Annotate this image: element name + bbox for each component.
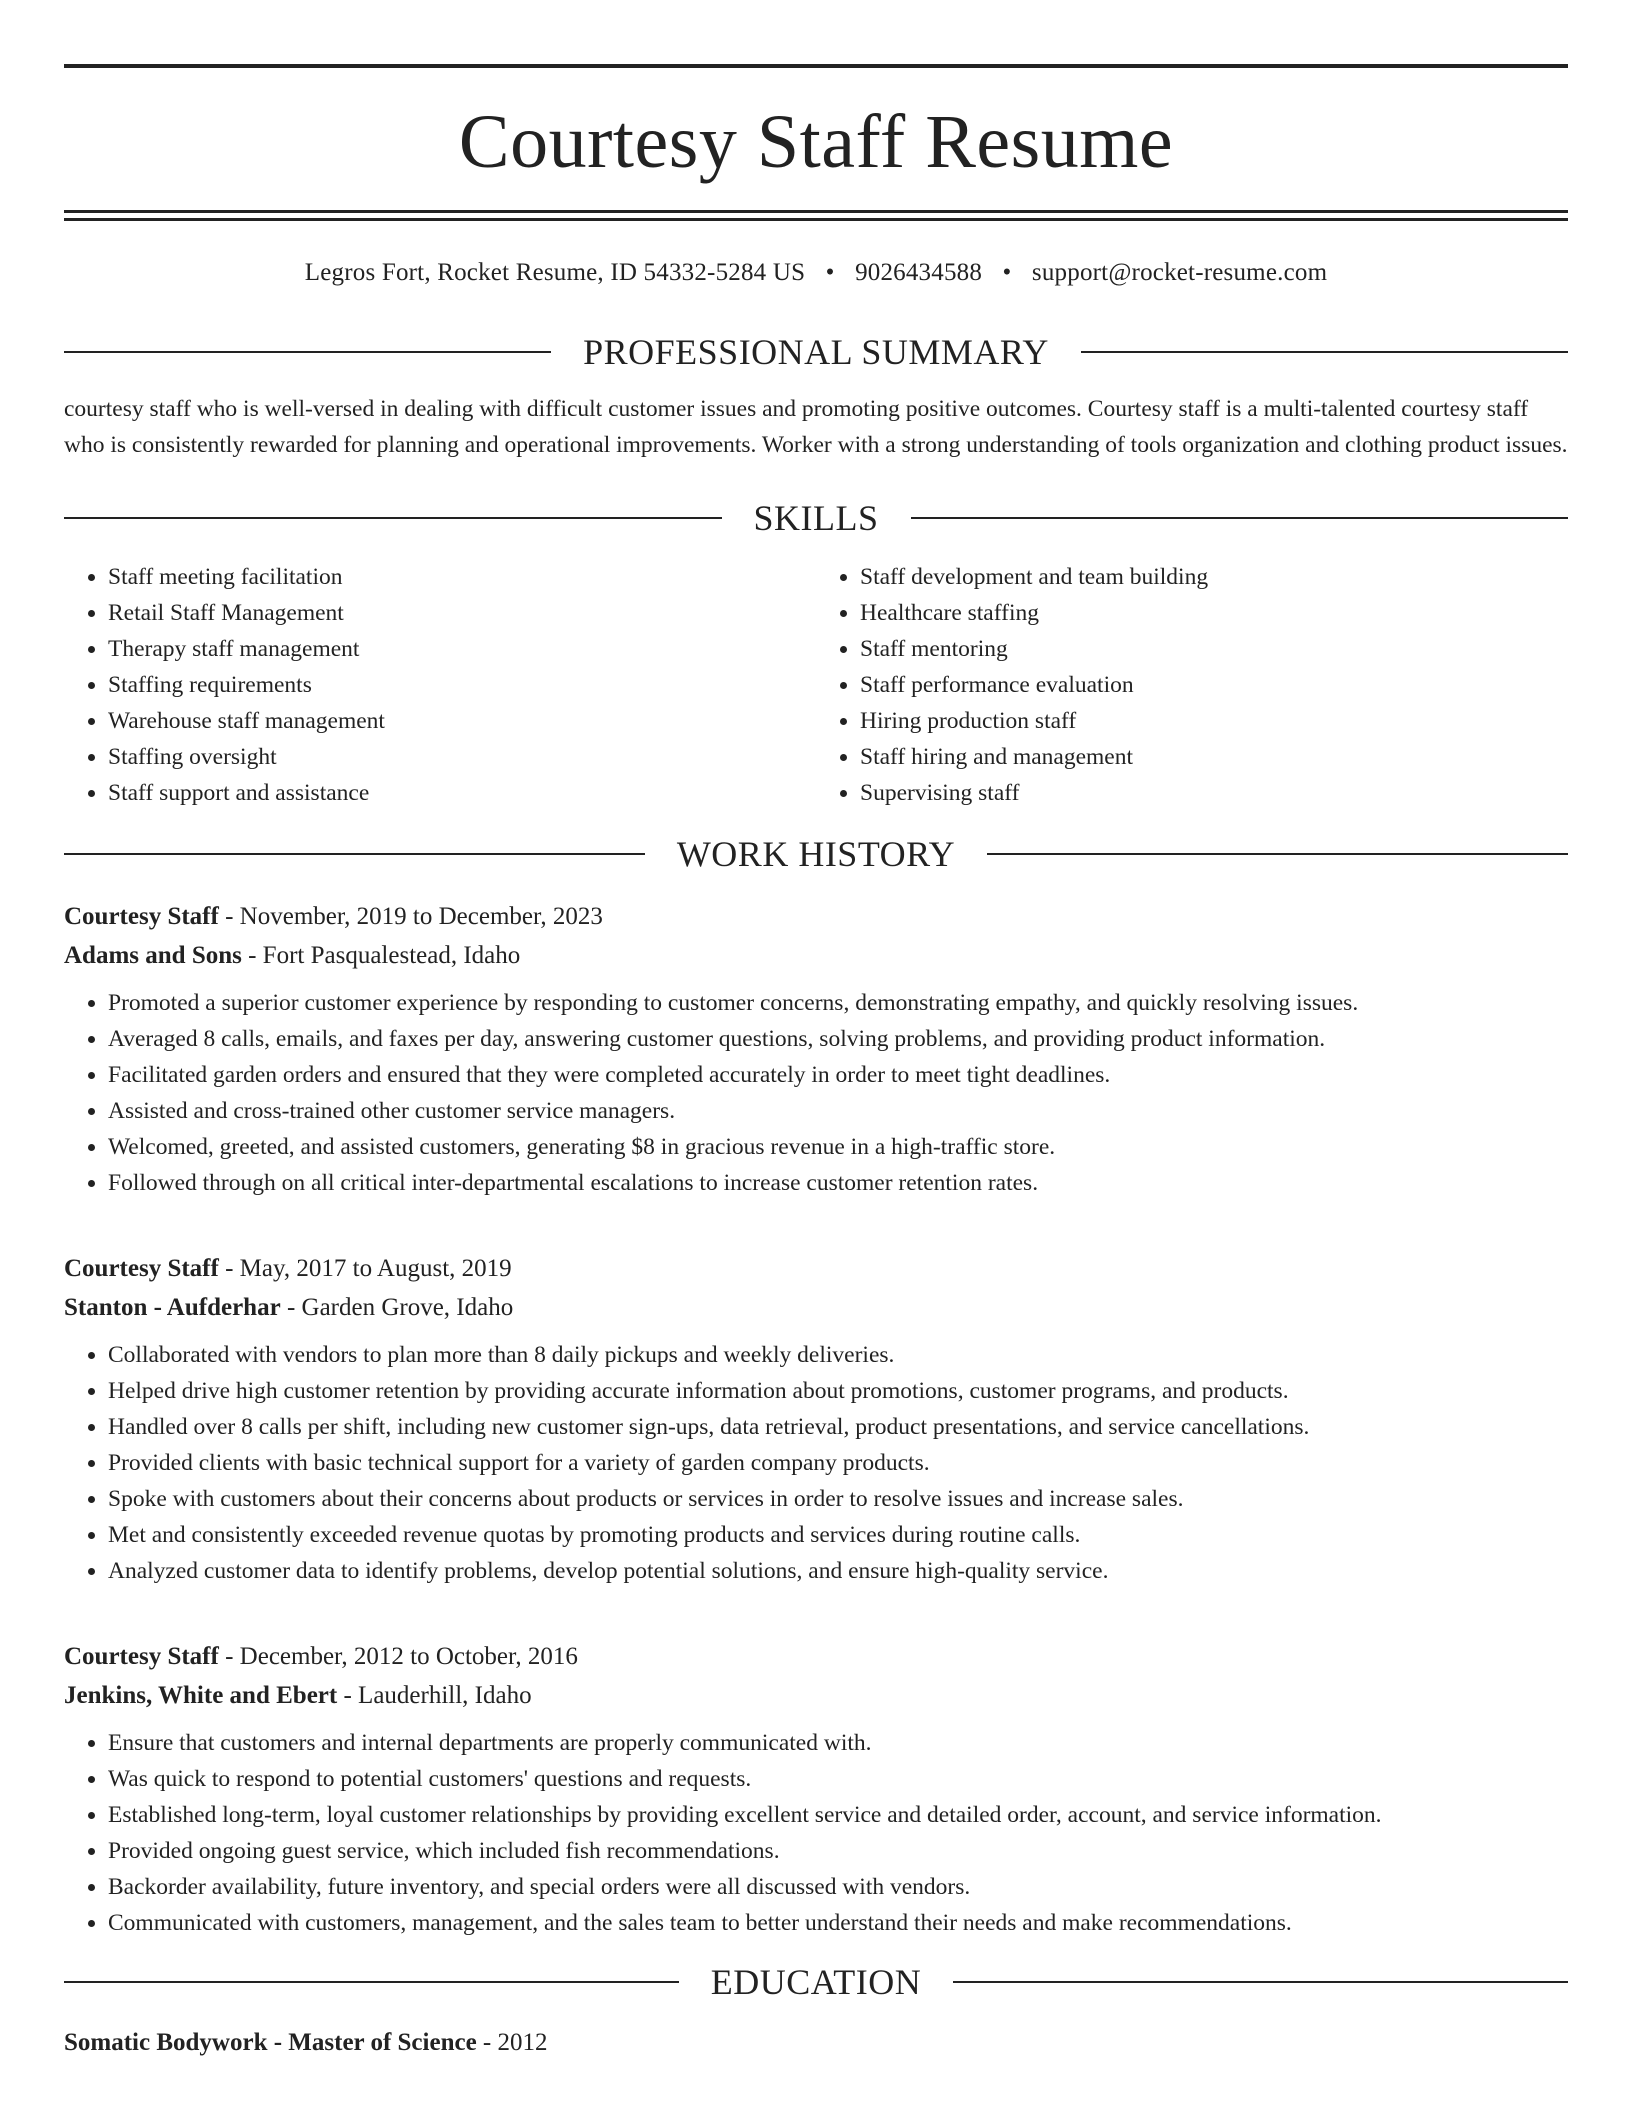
- education-year: - 2012: [476, 2029, 548, 2056]
- skill-item: • Staff performance evaluation: [860, 667, 1568, 703]
- section-divider: [64, 351, 551, 353]
- summary-text: courtesy staff who is well-versed in dealing with difficult customer issues and promoting positive outcomes. Courtesy staff is a multi-talented courtesy staff who is consistently rewarded for planning and operational improvements. Worker with a strong understanding of tools organization and clothing product issues.: [64, 396, 1568, 458]
- section-header-education: [64, 1961, 1568, 2003]
- contact-email[interactable]: support@rocket-resume.com: [1031, 259, 1328, 286]
- job-title-line: [64, 1637, 1568, 1676]
- job-bullet: • Facilitated garden orders and ensured that they were completed accurately in order to meet tight deadlines.: [108, 1057, 1568, 1093]
- job-bullet: • Was quick to respond to potential customers' questions and requests.: [108, 1761, 1568, 1797]
- job-bullet: • Established long-term, loyal customer relationships by providing excellent service and detailed order, account, and service information.: [108, 1797, 1568, 1833]
- skill-item: • Staff support and assistance: [108, 775, 816, 811]
- section-header-work: [64, 833, 1568, 875]
- job-bullet: • Promoted a superior customer experience by responding to customer concerns, demonstrating empathy, and quickly resolving issues.: [108, 985, 1568, 1021]
- job-bullet: • Assisted and cross-trained other customer service managers.: [108, 1093, 1568, 1129]
- skill-item: • Healthcare staffing: [860, 595, 1568, 631]
- skill-item: • Therapy staff management: [108, 631, 816, 667]
- section-divider: [64, 517, 722, 519]
- job-bullets: [64, 1337, 1568, 1589]
- job-bullet: • Followed through on all critical inter-departmental escalations to increase customer retention rates.: [108, 1165, 1568, 1201]
- job-bullets: [64, 985, 1568, 1201]
- job-company: Adams and Sons: [64, 942, 242, 969]
- job-entry: [64, 897, 1568, 1201]
- skill-item: • Hiring production staff: [860, 703, 1568, 739]
- section-divider: [64, 1981, 679, 1983]
- section-header-summary: [64, 331, 1568, 373]
- skills-column-right: [816, 559, 1568, 811]
- job-bullet: • Collaborated with vendors to plan more than 8 daily pickups and weekly deliveries.: [108, 1337, 1568, 1373]
- section-title: SKILLS: [753, 498, 879, 538]
- skill-item: • Retail Staff Management: [108, 595, 816, 631]
- contact-separator: •: [1002, 259, 1012, 286]
- education-degree: Somatic Bodywork - Master of Science: [64, 2029, 477, 2056]
- skill-item: • Staff mentoring: [860, 631, 1568, 667]
- job-title-line: [64, 897, 1568, 936]
- job-bullet: • Averaged 8 calls, emails, and faxes per day, answering customer questions, solving problems, and providing product information.: [108, 1021, 1568, 1057]
- section-title: EDUCATION: [710, 1962, 922, 2002]
- skill-item: • Staff hiring and management: [860, 739, 1568, 775]
- job-bullet: • Ensure that customers and internal departments are properly communicated with.: [108, 1725, 1568, 1761]
- resume-page: [64, 64, 1568, 2061]
- job-dates: - May, 2017 to August, 2019: [218, 1255, 512, 1282]
- resume-title: Courtesy Staff Resume: [458, 100, 1174, 184]
- top-rule: [64, 64, 1568, 68]
- contact-separator: •: [825, 259, 835, 286]
- contact-phone: 9026434588: [855, 259, 983, 286]
- section-title: PROFESSIONAL SUMMARY: [583, 332, 1049, 372]
- section-header-skills: [64, 497, 1568, 539]
- contact-line: [64, 259, 1568, 287]
- job-title: Courtesy Staff: [64, 1643, 219, 1670]
- section-title: WORK HISTORY: [676, 834, 956, 874]
- job-company: Stanton - Aufderhar: [64, 1294, 281, 1321]
- job-bullet: • Welcomed, greeted, and assisted customers, generating $8 in gracious revenue in a high-traffic store.: [108, 1129, 1568, 1165]
- job-bullets: [64, 1725, 1568, 1941]
- skill-item: • Staff meeting facilitation: [108, 559, 816, 595]
- contact-address: Legros Fort, Rocket Resume, ID 54332-5284 US: [304, 259, 806, 286]
- skill-item: • Staff development and team building: [860, 559, 1568, 595]
- job-location: - Lauderhill, Idaho: [337, 1682, 532, 1709]
- skill-item: • Staffing requirements: [108, 667, 816, 703]
- job-bullet: • Met and consistently exceeded revenue quotas by promoting products and services during routine calls.: [108, 1517, 1568, 1553]
- job-dates: - December, 2012 to October, 2016: [218, 1643, 578, 1670]
- job-bullet: • Provided ongoing guest service, which included fish recommendations.: [108, 1833, 1568, 1869]
- job-location: - Garden Grove, Idaho: [280, 1294, 514, 1321]
- job-bullet: • Communicated with customers, management, and the sales team to better understand their needs and make recommendations.: [108, 1905, 1568, 1941]
- job-bullet: • Spoke with customers about their concerns about products or services in order to resolve issues and increase sales.: [108, 1481, 1568, 1517]
- section-divider: [64, 853, 645, 855]
- section-divider: [987, 853, 1568, 855]
- job-dates: - November, 2019 to December, 2023: [218, 903, 603, 930]
- skill-item: • Warehouse staff management: [108, 703, 816, 739]
- section-divider: [911, 517, 1569, 519]
- job-title: Courtesy Staff: [64, 903, 219, 930]
- job-bullet: • Handled over 8 calls per shift, including new customer sign-ups, data retrieval, product presentations, and service cancellations.: [108, 1409, 1568, 1445]
- section-divider: [1081, 351, 1568, 353]
- title-double-rule: [64, 210, 1568, 221]
- job-bullet: • Analyzed customer data to identify problems, develop potential solutions, and ensure high-quality service.: [108, 1553, 1568, 1589]
- job-location: - Fort Pasqualestead, Idaho: [241, 942, 521, 969]
- job-company-line: [64, 1288, 1568, 1327]
- skill-item: • Supervising staff: [860, 775, 1568, 811]
- job-title-line: [64, 1249, 1568, 1288]
- job-entry: [64, 1249, 1568, 1589]
- education-entry: [64, 2025, 1568, 2061]
- job-company-line: [64, 1676, 1568, 1715]
- job-company-line: [64, 936, 1568, 975]
- job-entry: [64, 1637, 1568, 1941]
- job-company: Jenkins, White and Ebert: [64, 1682, 338, 1709]
- skill-item: • Staffing oversight: [108, 739, 816, 775]
- skills-list: [64, 559, 1568, 811]
- section-divider: [953, 1981, 1568, 1983]
- job-bullet: • Backorder availability, future inventory, and special orders were all discussed with vendors.: [108, 1869, 1568, 1905]
- job-title: Courtesy Staff: [64, 1255, 219, 1282]
- skills-column-left: [64, 559, 816, 811]
- job-bullet: • Provided clients with basic technical support for a variety of garden company products.: [108, 1445, 1568, 1481]
- job-bullet: • Helped drive high customer retention by providing accurate information about promotions, customer programs, and products.: [108, 1373, 1568, 1409]
